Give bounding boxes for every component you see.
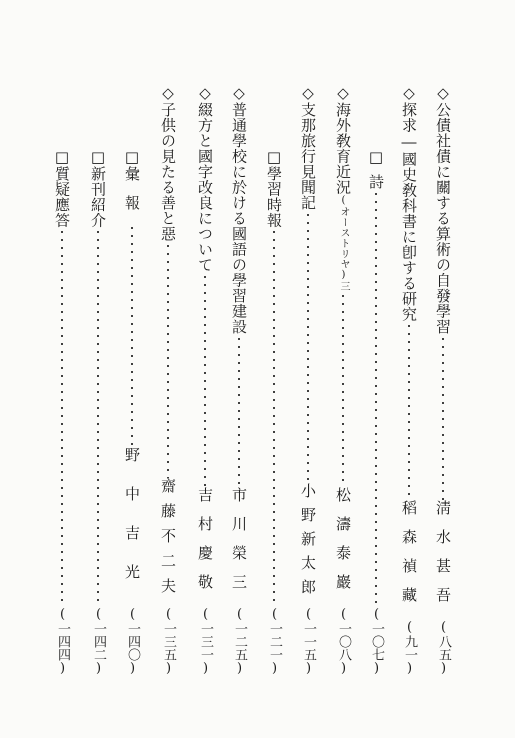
entry-title: 探求―國史敎科書に卽する研究	[400, 102, 418, 322]
dot-leader	[195, 273, 215, 488]
square-bullet-icon: □	[89, 148, 107, 166]
toc-entry	[264, 148, 284, 676]
entry-author: 淸水甚吾	[434, 500, 452, 616]
entry-author: 野中吉光	[123, 447, 141, 603]
entry-author: 吉村慶敬	[196, 487, 214, 603]
entry-page: (一〇七)	[369, 607, 384, 676]
toc-entry	[229, 84, 249, 676]
entry-author: 市川榮三	[230, 487, 248, 603]
entry-author: 稻森禎藏	[400, 500, 418, 616]
entry-title: 子供の見たる善と惡	[159, 102, 177, 242]
entry-page: (一四二)	[91, 607, 106, 676]
entry-page: (一四〇)	[125, 607, 140, 676]
toc-entry	[88, 148, 108, 676]
entry-page: (一二一)	[267, 607, 282, 676]
diamond-bullet-icon: ◇	[434, 84, 452, 102]
entry-author: 小野新太郎	[299, 483, 317, 603]
entry-title: 學習時報	[265, 166, 283, 228]
entry-title: 公債社債に關する算術の自發學習	[434, 102, 452, 335]
entry-title: 海外敎育近況	[334, 102, 352, 195]
toc-entry	[122, 148, 142, 676]
entry-title: 質疑應答	[53, 166, 71, 228]
dot-leader	[366, 190, 386, 604]
dot-leader	[52, 228, 72, 603]
entry-title: 詩	[367, 174, 385, 190]
dot-leader	[158, 242, 178, 479]
toc-entry	[366, 148, 386, 676]
toc-entry	[399, 84, 419, 676]
diamond-bullet-icon: ◇	[299, 84, 317, 102]
toc-entry	[195, 84, 215, 676]
dot-leader	[88, 228, 108, 603]
dot-leader	[399, 322, 419, 500]
dot-leader	[433, 335, 453, 501]
entry-page: (一〇八)	[336, 607, 351, 676]
entry-author: 齋藤不二夫	[159, 478, 177, 603]
square-bullet-icon: □	[53, 148, 71, 166]
dot-leader	[264, 228, 284, 603]
entry-page: (八五)	[436, 620, 451, 676]
entry-title: 彙報	[123, 166, 141, 224]
entry-page: (一三一)	[198, 607, 213, 676]
diamond-bullet-icon: ◇	[159, 84, 177, 102]
toc-entry	[433, 84, 453, 676]
square-bullet-icon: □	[123, 148, 141, 166]
toc-entry	[298, 84, 318, 676]
diamond-bullet-icon: ◇	[334, 84, 352, 102]
diamond-bullet-icon: ◇	[230, 84, 248, 102]
dot-leader	[333, 292, 353, 488]
square-bullet-icon: □	[265, 148, 283, 166]
entry-page: (九一)	[402, 620, 417, 676]
dot-leader	[298, 211, 318, 484]
entry-title: 綴方と國字改良について	[196, 102, 214, 273]
dot-leader	[229, 335, 249, 488]
entry-title: 新刊紹介	[89, 166, 107, 228]
entry-author: 松濤泰巖	[334, 487, 352, 603]
diamond-bullet-icon: ◇	[400, 84, 418, 102]
entry-title: 普通學校に於ける國語の學習建設	[230, 102, 248, 335]
entry-page: (一三五)	[161, 607, 176, 676]
square-bullet-icon: □	[367, 148, 385, 166]
diamond-bullet-icon: ◇	[196, 84, 214, 102]
entry-title: 支那旅行見聞記	[299, 102, 317, 211]
toc-entry	[52, 148, 72, 676]
entry-page: (一二五)	[232, 607, 247, 676]
entry-page: (一四四)	[55, 607, 70, 676]
entry-subtitle: (オーストリヤ)三	[338, 195, 349, 292]
toc-entry	[158, 84, 178, 676]
toc-entry	[333, 84, 353, 676]
entry-page: (一一五)	[301, 607, 316, 676]
dot-leader	[122, 224, 142, 447]
